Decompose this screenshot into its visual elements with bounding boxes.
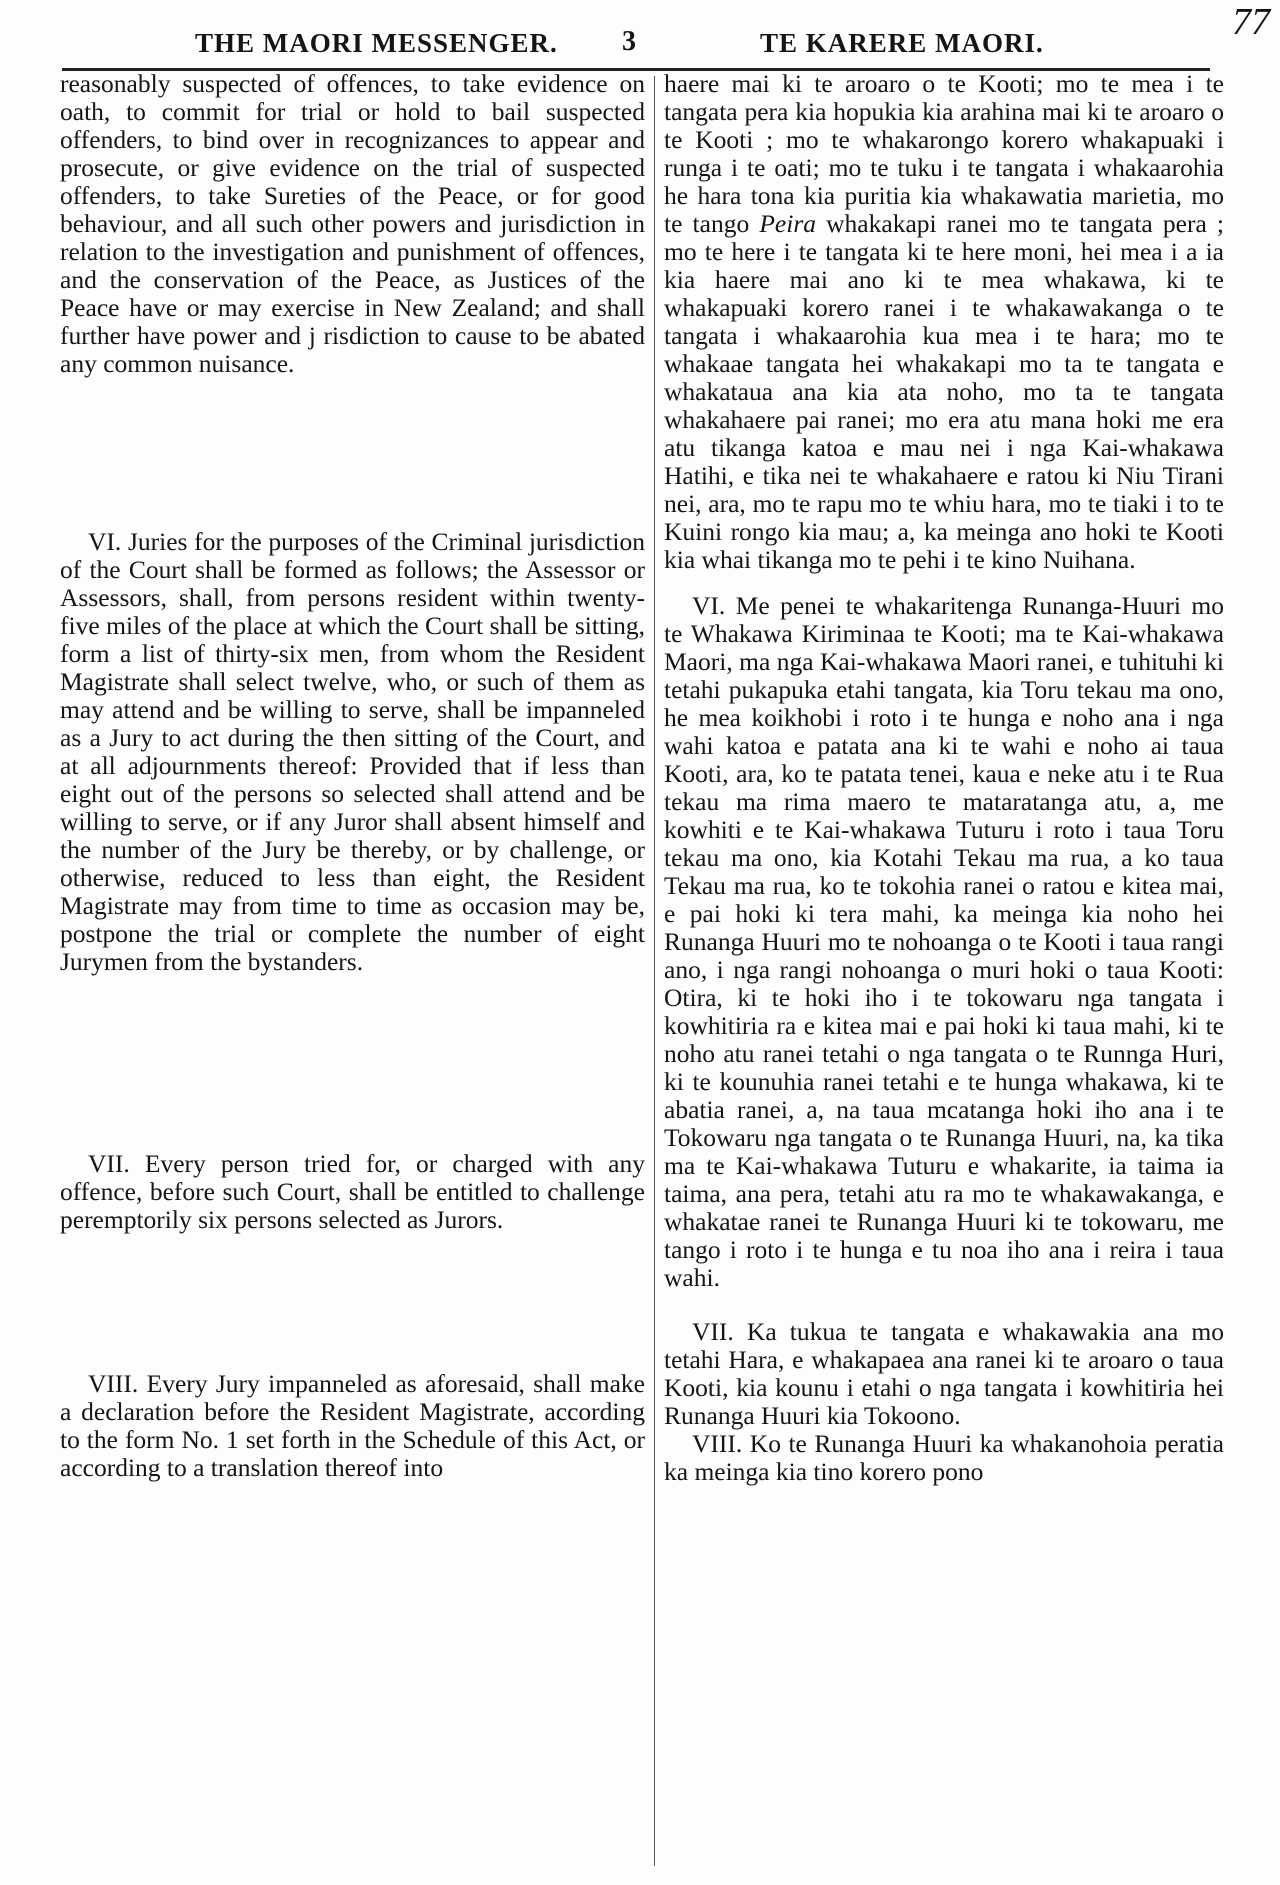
- maori-intro-text-a: haere mai ki te aroaro o te Kooti; mo te mea i te tangata pera kia hopukia kia arahina mai ki te aroaro o te Kooti ; mo te whakarongo korero whakapuaki i runga i te oati; mo te tuku i te tangata i whakaarohia he hara tona kia puritia kia whakawatia marietia, mo te tango: [664, 69, 1224, 238]
- english-section-viii: VIII. Every Jury impanneled as aforesaid, shall make a declaration before the Resident Magistrate, according to the form No. 1 set forth in the Schedule of this Act, or according to a translation thereof into: [60, 1369, 645, 1482]
- page-number: 3: [622, 26, 636, 57]
- english-intro-paragraph: reasonably suspected of offences, to take evidence on oath, to commit for trial or hold to bail suspected offenders, to bind over in recognizances to appear and prosecute, or give evidence on the trial of suspected offenders, to take Sureties of the Peace, or for good behaviour, and all such other powers and jurisdiction in relation to the investigation and punishment of offences, and the conservation of the Peace, as Justices of the Peace have or may exercise in New Zealand; and shall further have power and j risdiction to cause to be abated any common nuisance.: [60, 69, 645, 378]
- header-english-title: THE MAORI MESSENGER.: [195, 28, 558, 58]
- maori-intro-peira: Peira: [759, 209, 816, 238]
- handwritten-margin-mark: 77: [1232, 1, 1270, 43]
- maori-section-vi: VI. Me penei te whakaritenga Runanga-Huuri mo te Whakawa Kiriminaa te Kooti; ma te Kai-whakawa Maori, ma nga Kai-whakawa Maori ranei, e tuhituhi ki tetahi pukapuka etahi tangata, kia Toru tekau ma ono, he mea koikhobi i roto i te hunga e noho ana i nga wahi katoa e patata ana ki te wahi e noho ai taua Kooti, ara, ko te patata tenei, kaua e neke atu i te Rua tekau ma rima maero te mataratanga atu, a, me kowhiti e te Kai-whakawa Tuturu i roto i taua Toru tekau ma ono, kia Kotahi Tekau ma rua, a ko taua Tekau ma rua, ko te tokohia ranei o ratou e kitea mai, e pai hoki ki tera mahi, ka meinga kia noho hei Runanga Huuri mo te nohoanga o te Kooti i taua rangi ano, i nga rangi nohoanga o muri hoki o taua Kooti: Otira, ki te hoki iho i te tokowaru nga tangata i kowhitiria ra e kitea mai e pai hoki ki taua mahi, ki te noho atu ranei tetahi o nga tangata o te Runnga Huri, ki te kounuhia ranei tetahi e te hunga whakawa, ki te abatia ranei, a, na taua mcatanga hoki iho ana i te Tokowaru nga tangata o te Runanga Huuri, na, ka tika ma te Kai-whakawa Tuturu e whakarite, ia taima ia taima, ana pera, tetahi atu ra mo te whakawakanga, e whakatae ranei te Runanga Huuri ki te tokowaru, me tango i roto i te hunga e tu noa iho ana i reira i taua wahi.: [664, 591, 1224, 1292]
- column-divider: [654, 76, 655, 1866]
- english-section-vi: VI. Juries for the purposes of the Criminal jurisdiction of the Court shall be formed as follows; the Assessor or Assessors, shall, from persons resident within twenty-five miles of the place at which the Court shall be sitting, form a list of thirty-six men, from whom the Resident Magistrate shall select twelve, who, or such of them as may attend and be willing to serve, shall be impanneled as a Jury to act during the then sitting of the Court, and at all adjournments thereof: Provided that if less than eight out of the persons so selected shall attend and be willing to serve, or if any Juror shall absent himself and the number of the Jury be thereby, or by challenge, or otherwise, reduced to less than eight, the Resident Magistrate may from time to time as occasion may be, postpone the trial or complete the number of eight Jurymen from the bystanders.: [60, 527, 645, 976]
- english-section-vii: VII. Every person tried for, or charged with any offence, before such Court, shall be entitled to challenge peremptorily six persons selected as Jurors.: [60, 1149, 645, 1234]
- maori-intro-paragraph: [664, 70, 1224, 574]
- page-header: [60, 22, 1210, 62]
- maori-section-viii: VIII. Ko te Runanga Huuri ka whakanohoia peratia ka meinga kia tino korero pono: [664, 1429, 1224, 1486]
- header-maori-title: TE KARERE MAORI.: [760, 28, 1044, 58]
- maori-intro-text-b: whakakapi ranei mo te tangata pera ; mo te here i te tangata ki te here moni, hei mea i a ia kia haere mai ano ki te mea whakawa, ki te whakapuaki korero ranei i te whakawakanga o te tangata i whakaarohia kua mea i te hara; mo te whakaae tangata hei whakakapi mo ta te tangata e whakataua ana kia ata noho, mo ta te tangata whakahaere pai ranei; mo era atu mana hoki me era atu tikanga katoa e mau nei i nga Kai-whakawa Hatihi, e tika nei te whakahaere e ratou ki Niu Tirani nei, ara, mo te rapu mo te whiu hara, mo te tiaki i to te Kuini rongo kia mau; a, ka meinga ano hoki te Kooti kia whai tikanga mo te pehi i te kino Nuihana.: [664, 209, 1224, 574]
- maori-section-vii: VII. Ka tukua te tangata e whakawakia ana mo tetahi Hara, e whakapaea ana ranei ki te aroaro o taua Kooti, kia kounu i etahi o nga tangata i kowhitiria hei Runanga Huuri kia Tokoono.: [664, 1317, 1224, 1430]
